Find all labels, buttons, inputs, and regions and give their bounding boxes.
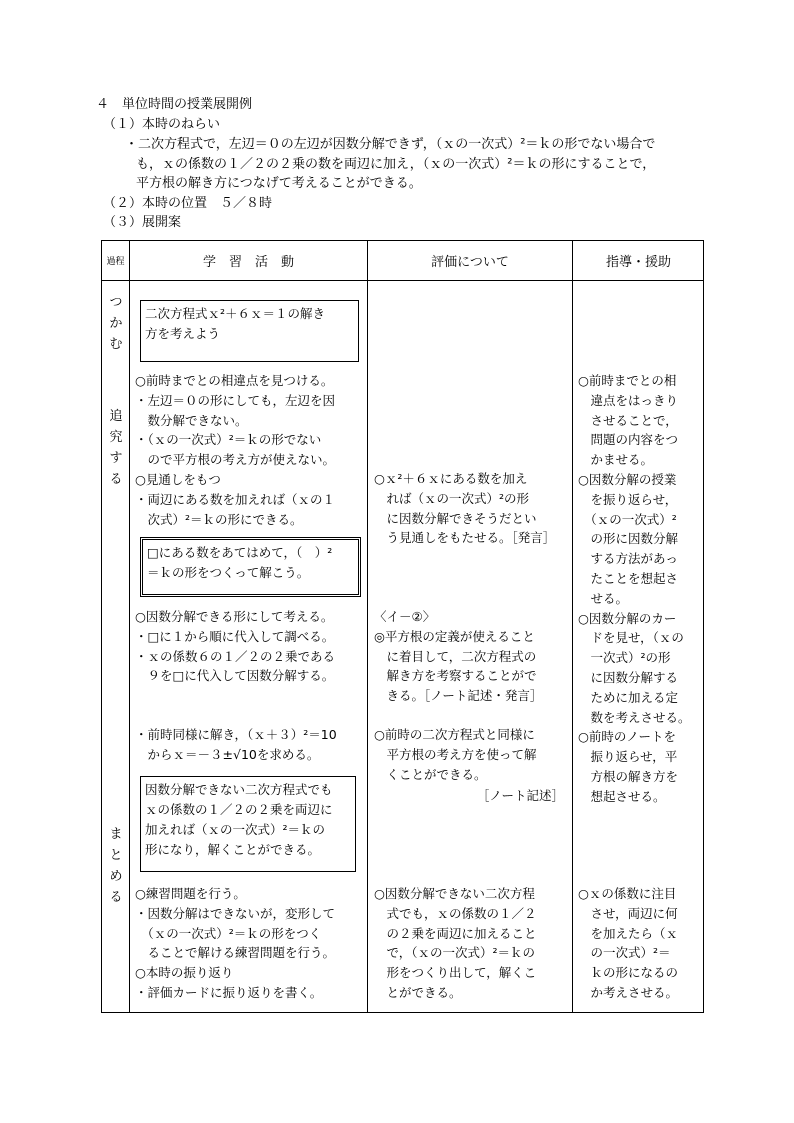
evaluation-note-tag: ［ノート記述］ [476,788,564,803]
plan-title: （３）展開案 [103,215,182,230]
header-divider [102,280,703,281]
guidance-summary: ○ｘの係数に注目 させ，両辺に何 を加えたら（ｘ の一次式）²＝ ｋの形になるの か考えさせる。 [578,886,679,1000]
stage-pursue: 追 究 す る [109,409,123,487]
guidance-main: ○前時までとの相 違点をはっきり させることで， 問題の内容をつ かませる。 ○因数分解の授業 を振り返らせ， （ｘの一次式）² の形に因数分解 する方法があっ たことを想起さ せる。 ○因数分解のカー ドを見せ，（ｘの 一次式）²の形 に因数分解する ために加える定 数を考えさせる。 ○前時のノートを 振り返らせ，平 方根の解き方を 想起させる。 [578,373,691,804]
lesson-position: （２）本時の位置 ５／８時 [103,196,273,211]
column-divider [572,241,573,1012]
task-box: 二次方程式ｘ²＋６ｘ＝１の解き 方を考えよう [140,300,359,362]
activity-factor: ○因数分解できる形にして考える。 ・□に１から順に代入して調べる。 ・ｘの係数６の１／２の２乗である ９を□に代入して因数分解する。 [135,609,336,684]
activity-compare: ○前時までとの相違点を見つける。 ・左辺＝０の形にしても，左辺を因 数分解できない。 ・（ｘの一次式）²＝ｋの形でない ので平方根の考え方が使えない。 ○見通しをもつ ・両辺にある数を加えれば（ｘの１ 次式）²＝ｋの形にできる。 [135,373,336,527]
evaluation-square-root: ○前時の二次方程式と同様に 平方根の考え方を使って解 くことができる。 [374,727,537,782]
activity-practice: ○練習問題を行う。 ・因数分解はできないが，変形して （ｘの一次式）²＝ｋの形をつく ることで解ける練習問題を行う。 ○本時の振り返り ・評価カードに振り返りを書く。 [135,886,336,1000]
lesson-plan-table [101,240,704,1013]
column-divider [367,241,368,1012]
evaluation-outlook: ○ｘ²＋６ｘにある数を加え れば（ｘの一次式）²の形 に因数分解できそうだとい う見通しをもたせる。［発言］ [374,471,556,546]
header-stage: 過程 [106,257,125,267]
evaluation-summary: ○因数分解できない二次方程 式でも，ｘの係数の１／２ の２乗を両辺に加えること で，（ｘの一次式）²＝ｋの 形をつくり出して，解くこ とができる。 [374,886,537,1000]
aim-title: （１）本時のねらい [103,117,221,132]
aim-line-1: ・二次方程式で，左辺＝０の左辺が因数分解できず，（ｘの一次式）²＝ｋの形でない場合で [125,137,656,152]
aim-line-3: 平方根の解き方につなげて考えることができる。 [136,176,422,191]
header-guidance: 指導・援助 [605,255,671,270]
stage-grasp: つ か む [109,295,123,352]
activity-solve: ・前時同様に解き，（ｘ＋３）²＝10 からｘ＝－３±√10を求める。 [135,727,337,762]
section-heading: ４ 単位時間の授業展開例 [96,97,253,112]
header-evaluation: 評価について [431,255,509,270]
evaluation-criterion: 〈イ－②〉 ◎平方根の定義が使えること に着目して，二次方程式の 解き方を考察することがで きる。［ノート記述・発言］ [374,609,543,704]
idea-box: □にある数をあてはめて，（ ）² ＝ｋの形をつくって解こう。 [140,537,361,597]
header-activity: 学 習 活 動 [202,255,294,270]
stage-summarize: ま と め る [109,827,123,905]
summary-box: 因数分解できない二次方程式でも ｘの係数の１／２の２乗を両辺に 加えれば（ｘの一次式）²＝ｋの 形になり，解くことができる。 [140,776,356,872]
aim-line-2: も，ｘの係数の１／２の２乗の数を両辺に加え，（ｘの一次式）²＝ｋの形にすることで， [136,157,656,172]
